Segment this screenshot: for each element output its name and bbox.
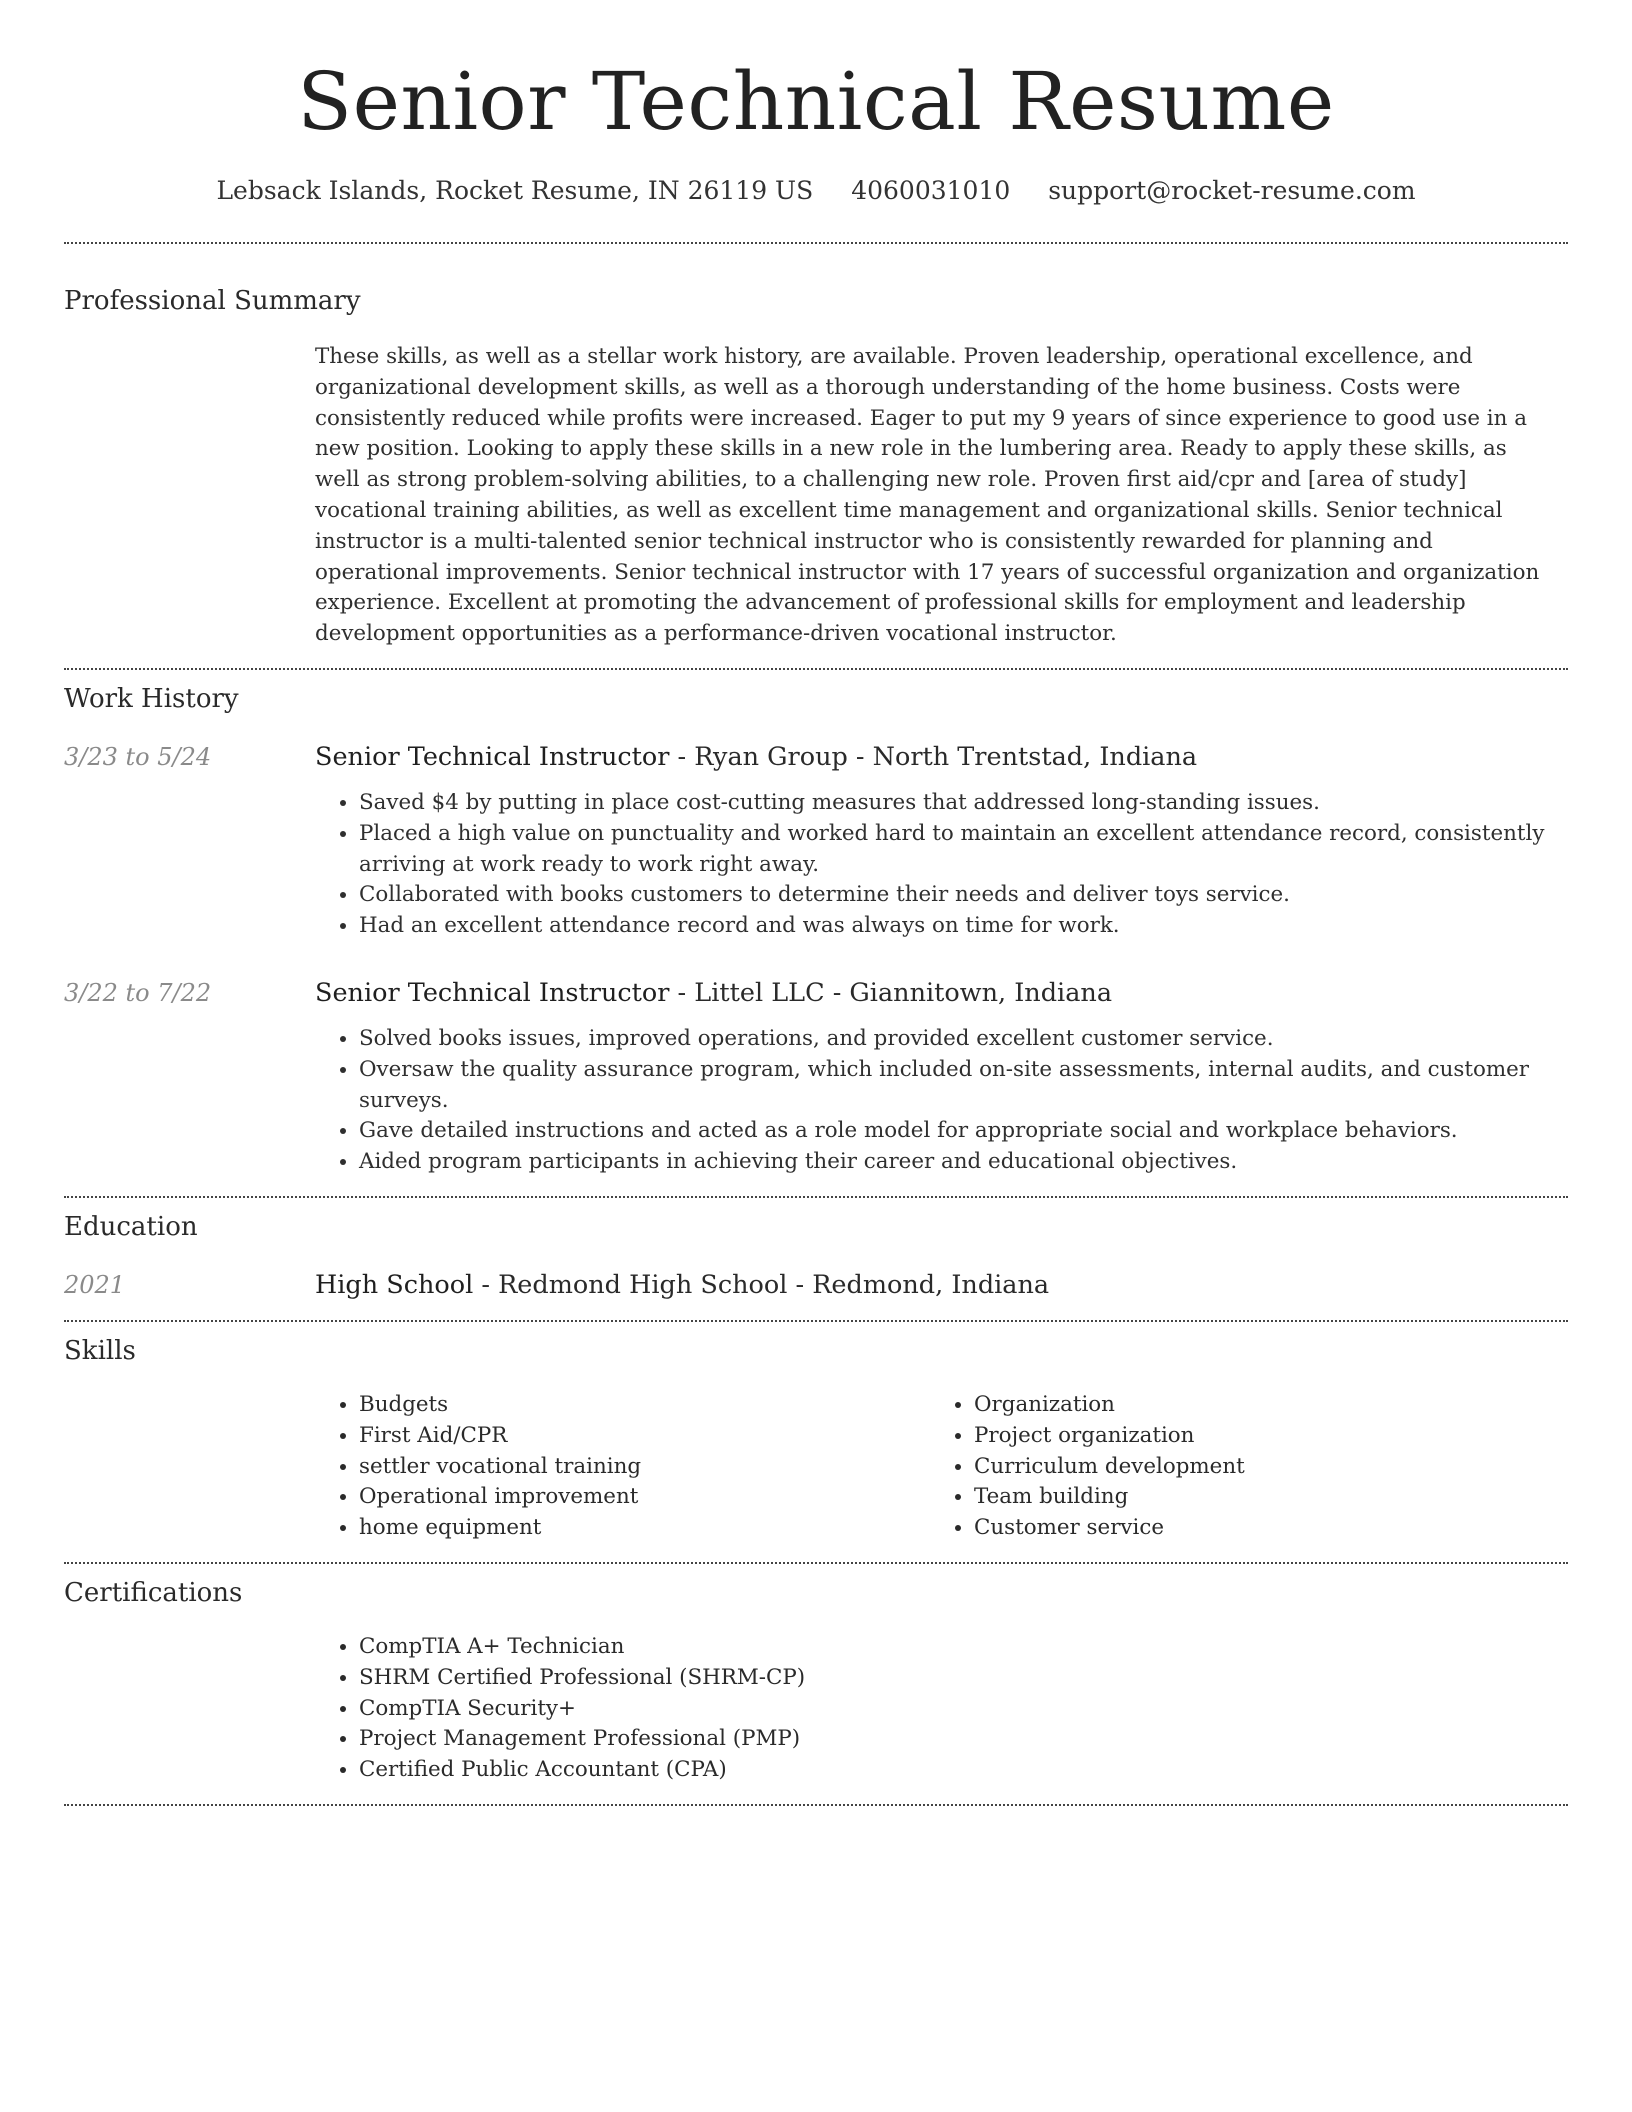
section-divider: [64, 1804, 1568, 1806]
certifications-section: [64, 1576, 1568, 1786]
work-history-section: [64, 682, 1568, 1196]
list-item: • home equipment: [359, 1513, 930, 1544]
list-item: • Project Management Professional (PMP): [359, 1724, 805, 1755]
resume-header: [64, 0, 1568, 208]
list-item: • Had an excellent attendance record and was always on time for work.: [359, 911, 1568, 942]
skills-heading: Skills: [64, 1335, 136, 1366]
job-company-location: - Ryan Group - North Trentstad, Indiana: [669, 741, 1198, 772]
skills-grid: [315, 1390, 1568, 1544]
resume-page: [64, 0, 1568, 1806]
list-item: • Customer service: [974, 1513, 1245, 1544]
list-item: • Aided program participants in achieving their career and educational objectives.: [359, 1147, 1568, 1178]
section-divider: [64, 1196, 1568, 1198]
list-item: • Placed a high value on punctuality and worked hard to maintain an excellent attendance record, consistently arriving at work ready to work right away.: [359, 819, 1568, 881]
list-item: • Collaborated with books customers to determine their needs and deliver toys service.: [359, 880, 1568, 911]
skills-section: [64, 1334, 1568, 1544]
list-item: • Oversaw the quality assurance program, which included on-site assessments, internal audits, and customer surveys.: [359, 1055, 1568, 1117]
contact-email: support@rocket-resume.com: [1048, 176, 1416, 205]
contact-address: Lebsack Islands, Rocket Resume, IN 26119 US: [216, 176, 814, 205]
section-divider: [64, 1562, 1568, 1564]
job-bullets: [315, 1024, 1568, 1178]
list-item: • settler vocational training: [359, 1452, 930, 1483]
education-details: [315, 1268, 1568, 1302]
list-item: • Saved $4 by putting in place cost-cutting measures that addressed long-standing issues.: [359, 788, 1568, 819]
job-heading: [315, 740, 1568, 774]
job-bullets: [315, 788, 1568, 942]
certifications-heading: Certifications: [64, 1577, 243, 1608]
education-entry: [64, 1268, 1568, 1302]
skills-column-left: [315, 1390, 930, 1544]
list-item: • Certified Public Accountant (CPA): [359, 1755, 805, 1786]
section-divider: [64, 1320, 1568, 1322]
list-item: • Project organization: [974, 1421, 1245, 1452]
section-divider: [64, 668, 1568, 670]
job-company-location: - Littel LLC - Giannitown, Indiana: [669, 977, 1113, 1008]
job-dates: 3/23 to 5/24: [64, 742, 212, 771]
resume-title: Senior Technical Resume: [297, 55, 1335, 148]
certifications-list: [315, 1632, 805, 1786]
job-entry: [64, 976, 1568, 1196]
list-item: • Operational improvement: [359, 1482, 930, 1513]
list-item: • SHRM Certified Professional (SHRM-CP): [359, 1663, 805, 1694]
contact-line: [64, 174, 1568, 208]
list-item: • Budgets: [359, 1390, 930, 1421]
summary-section: [64, 284, 1568, 650]
contact-phone: 4060031010: [851, 176, 1011, 205]
list-item: • First Aid/CPR: [359, 1421, 930, 1452]
list-item: • Team building: [974, 1482, 1245, 1513]
summary-text: These skills, as well as a stellar work history, are available. Proven leadership, operational excellence, and organizational development skills, as well as a thorough understanding of the home business. Costs were consistently reduced while profits were increased. Eager to put my 9 years of since experience to good use in a new position. Looking to apply these skills in a new role in the lumbering area. Ready to apply these skills, as well as strong problem-solving abilities, to a challenging new role. Proven first aid/cpr and [area of study] vocational training abilities, as well as excellent time management and organizational skills. Senior technical instructor is a multi-talented senior technical instructor who is consistently rewarded for planning and operational improvements. Senior technical instructor with 17 years of successful organization and organization experience. Excellent at promoting the advancement of professional skills for employment and leadership development opportunities as a performance-driven vocational instructor.: [315, 344, 1540, 647]
section-divider: [64, 242, 1568, 244]
education-heading: Education: [64, 1211, 198, 1242]
job-heading: [315, 976, 1568, 1010]
job-details: [315, 740, 1568, 942]
job-details: [315, 976, 1568, 1196]
education-section: [64, 1210, 1568, 1302]
list-item: • CompTIA A+ Technician: [359, 1632, 805, 1663]
education-heading-line: [315, 1268, 1568, 1302]
work-history-heading: Work History: [64, 683, 239, 714]
list-item: • Curriculum development: [974, 1452, 1245, 1483]
job-entry: [64, 740, 1568, 942]
job-dates: 3/22 to 7/22: [64, 978, 212, 1007]
education-date: 2021: [64, 1270, 126, 1299]
list-item: • Gave detailed instructions and acted as a role model for appropriate social and workplace behaviors.: [359, 1116, 1568, 1147]
list-item: • CompTIA Security+: [359, 1694, 805, 1725]
summary-heading: Professional Summary: [64, 286, 361, 316]
skills-column-right: [930, 1390, 1245, 1544]
job-role: Senior Technical Instructor: [315, 741, 670, 772]
certifications-list-wrap: [315, 1632, 1568, 1786]
job-role: Senior Technical Instructor: [315, 977, 670, 1008]
list-item: • Organization: [974, 1390, 1245, 1421]
education-degree: High School: [315, 1269, 474, 1300]
list-item: • Solved books issues, improved operations, and provided excellent customer service.: [359, 1024, 1568, 1055]
education-school-location: - Redmond High School - Redmond, Indiana: [473, 1269, 1050, 1300]
